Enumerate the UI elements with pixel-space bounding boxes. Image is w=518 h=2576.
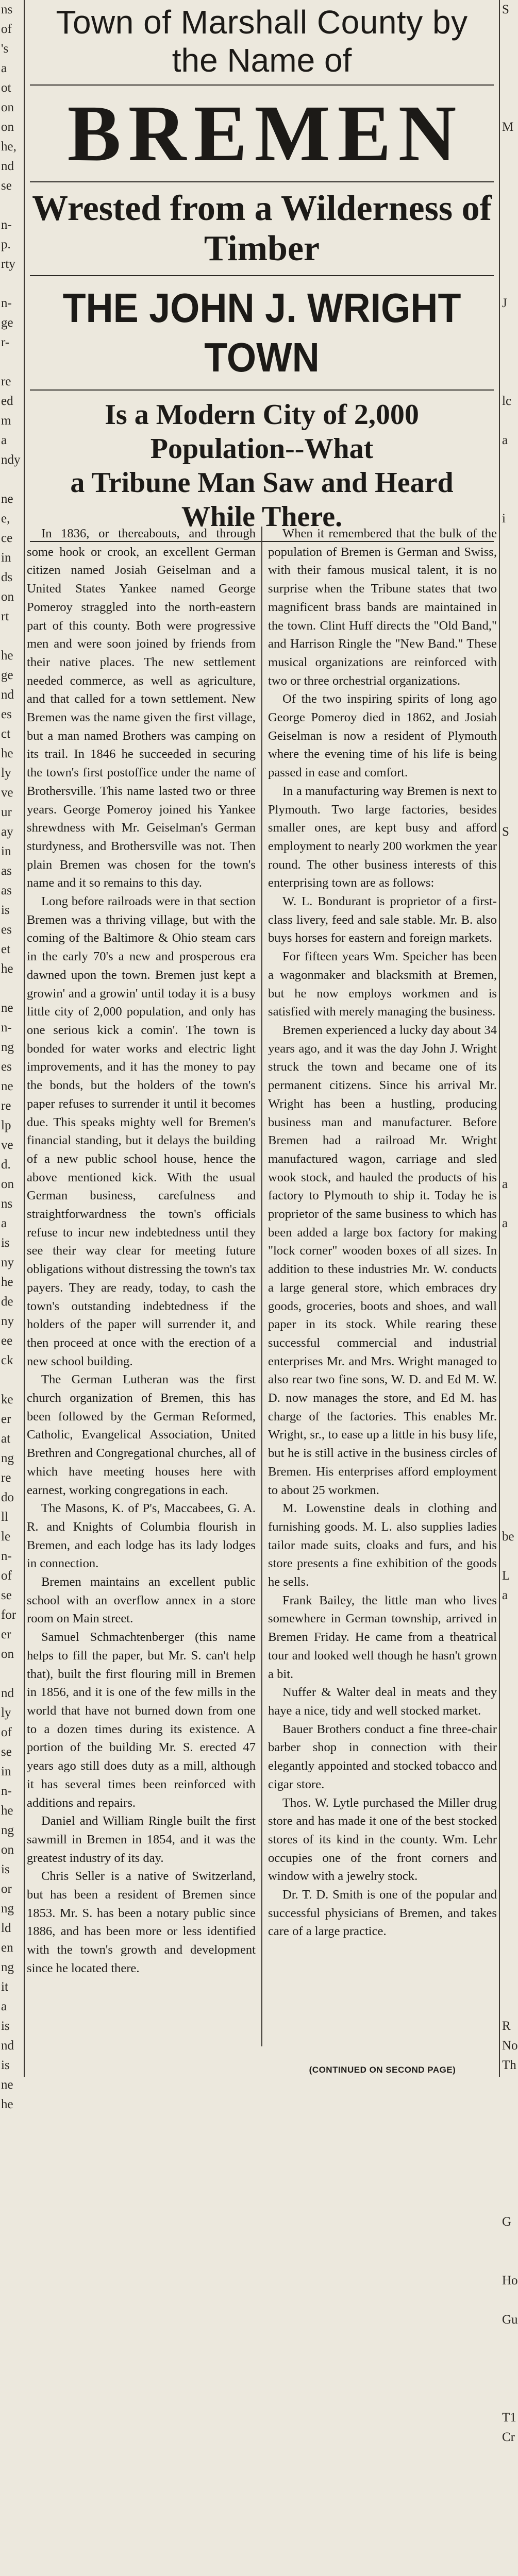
fragment-line: of — [1, 22, 12, 36]
divider-rule — [30, 275, 494, 276]
fragment-line: ny — [1, 1314, 14, 1328]
divider-rule — [30, 389, 494, 391]
fragment-line: on — [1, 1177, 14, 1191]
fragment-line: ll — [1, 1510, 8, 1524]
fragment-line — [500, 137, 515, 157]
fragment-line: a — [1, 61, 7, 75]
fragment-line: n- — [1, 1784, 12, 1798]
divider-rule — [30, 84, 494, 86]
fragment-line: a — [1, 1999, 7, 2013]
fragment-line — [500, 626, 515, 646]
fragment-line — [500, 1136, 515, 1155]
paragraph: Chris Seller is a native of Switzerland, but has been a resident of Bremen since 1853. Mr. S. has been a notary public since 1886, and has been more or less identified with the town's growth and development since he located there. — [27, 1869, 256, 1975]
fragment-line — [500, 274, 515, 294]
fragment-line: d. — [1, 1158, 11, 1172]
adjacent-column-left-fragment — [0, 0, 25, 2111]
fragment-line — [500, 2447, 515, 2467]
fragment-line — [500, 470, 515, 489]
fragment-line: a — [1, 1216, 7, 1230]
fragment-line — [500, 1782, 515, 1801]
deck-population-line-2: a Tribune Man Saw and Heard — [70, 467, 454, 499]
fragment-line — [500, 255, 515, 274]
fragment-line — [500, 2075, 515, 2095]
fragment-line — [500, 2506, 515, 2526]
deck-population-line-1: Is a Modern City of 2,000 Population--What — [105, 399, 419, 465]
fragment-line — [500, 1155, 515, 1175]
fragment-line: on — [1, 100, 14, 114]
divider-rule — [30, 181, 494, 182]
fragment-line — [500, 666, 515, 685]
paragraph: In 1836, or thereabouts, and through some hook or crook, an excellent German citizen named Josiah Geiselman and a United States Yankee named George Pomeroy straggled into the north-eastern part of this county. Both were progressive men and were soon joined by friends from their native places. The new settlement needed commerce, as well as agriculture, and that called for a town settlement. New Bremen was the name given the first village, but a man named Brothers was camping on its trail. In 1846 he succeeded in securing the town's first postoffice under the name of Brothersville. This name lasted two or three years. George Pomeroy joined his Yankee shrewdness with Mr. Geiselman's German sturdyness, and Brothersville was not. Then plain Bremen was chosen for the town's name and it so remains to this day. — [27, 527, 256, 890]
fragment-line: ve — [1, 1138, 13, 1152]
fragment-line: ge — [1, 668, 13, 682]
fragment-line: n- — [1, 1549, 12, 1563]
fragment-line: a — [502, 1216, 508, 1230]
fragment-line — [500, 685, 515, 705]
fragment-line — [500, 1860, 515, 1879]
fragment-line: ne — [1, 1079, 13, 1093]
fragment-line: r- — [1, 335, 10, 349]
fragment-line: S — [502, 3, 509, 16]
fragment-line — [500, 1018, 515, 1038]
fragment-line — [0, 470, 24, 489]
fragment-line — [500, 1292, 515, 1312]
fragment-line — [500, 235, 515, 255]
fragment-line: ve — [1, 786, 13, 800]
fragment-line — [500, 1625, 515, 1645]
fragment-line: re — [1, 1099, 11, 1113]
column-divider — [261, 527, 262, 2046]
fragment-line — [500, 2565, 515, 2576]
fragment-line — [500, 372, 515, 392]
fragment-line — [500, 59, 515, 78]
fragment-line — [500, 1194, 515, 1214]
fragment-line: Ho — [502, 2274, 518, 2287]
fragment-line — [500, 39, 515, 59]
fragment-line: L — [502, 1569, 510, 1583]
headline-line-1: Town of Marshall County by — [56, 4, 468, 41]
fragment-line: he — [1, 2097, 13, 2111]
paragraph: W. L. Bondurant is proprietor of a first-class livery, feed and sale stable. Mr. B. also buys horses for eastern and foreign markets. — [268, 894, 497, 945]
fragment-line — [500, 1116, 515, 1136]
fragment-line: re — [1, 1471, 11, 1485]
fragment-line — [500, 1801, 515, 1821]
paragraph: When it remembered that the bulk of the population of Bremen is German and Swiss, with their famous musical talent, it is no surprise when the Tribune states that two magnificent brass bands are maintained in the town. Clint Huff directs the "Old Band," and Harrison Ringle the "New Band." These musical organizations are reinforced with two or three orchestrial organizations. — [268, 527, 497, 688]
paragraph: Samuel Schmachtenberger (this name helps to fill the paper, but Mr. S. can't help that), built the first flouring mill in Bremen in 1856, and it is one of the few mills in the world that have not burned down from one to a dozen times during its existence. A portion of the building Mr. S. erected 47 years ago still does duty as a mill, although it has several times been reinforced with additions and repairs. — [27, 1630, 256, 1810]
fragment-line — [500, 1919, 515, 1938]
fragment-line: it — [1, 1980, 8, 1994]
fragment-line — [500, 568, 515, 587]
fragment-line: Th — [502, 2058, 516, 2072]
paragraph: M. Lowenstine deals in clothing and furnishing goods. M. L. also supplies ladies tailor made suits, cloaks and furs, and his store presents a fine exhibition of the goods he sells. — [268, 1501, 497, 1589]
fragment-line: in — [1, 844, 11, 858]
fragment-line — [500, 783, 515, 803]
paragraph: Long before railroads were in that section Bremen was a thriving village, but with the coming of the Baltimore & Ohio steam cars in the early 70's a new and prosperous era dawned upon the town. Bremen just kept a growin' and a growin' until today it is a busy little city of 2,000 population, and only has one serious kick a comin'. The town is bonded for water works and electric light improvements, and it has the money to pay the bonds, but the holders of the town's paper refuses to surrender it until it becomes due. This speaks mighty well for Bremen's financial standing, but it delays the building of a new public school house, hence the above mentioned kick. With the usual German business, carefulness and straightforwardness the town's officials refuse to incur new indebtedness until they see their way clear for meeting future obligations without distressing the town's tax payers. They are ready, today, to cash the town's outstanding indebtedness if the holders of the paper will surrender it, and then proceed at once with the erection of a new school building. — [27, 894, 256, 1368]
fragment-line: ly — [1, 1706, 11, 1720]
fragment-line — [500, 1879, 515, 1899]
fragment-line — [500, 2291, 515, 2310]
fragment-line — [500, 1449, 515, 1468]
fragment-line: Gu — [502, 2313, 518, 2327]
fragment-line — [500, 1057, 515, 1077]
deck-wilderness-line-1: Wrested from a Wilderness of — [32, 189, 492, 228]
fragment-line — [500, 1762, 515, 1782]
fragment-line: le — [1, 1530, 11, 1544]
fragment-line: ce — [1, 531, 13, 545]
fragment-line — [500, 1488, 515, 1507]
paragraph: Dr. T. D. Smith is one of the popular and successful physicians of Bremen, and takes care of a large practice. — [268, 1888, 497, 1939]
adjacent-column-right-fragment — [499, 0, 518, 2444]
fragment-line — [500, 1821, 515, 1840]
fragment-line: er — [1, 1412, 11, 1426]
fragment-line — [500, 587, 515, 607]
fragment-line: ne — [1, 1001, 13, 1015]
fragment-line — [500, 2114, 515, 2134]
fragment-line: ay — [1, 825, 13, 839]
article-columns — [27, 524, 497, 2075]
paragraph: Of the two inspiring spirits of long ago George Pomeroy died in 1862, and Josiah Geiselman is now a resident of Plymouth where the evening time of his life is being passed in ease and comfort. — [268, 692, 497, 780]
headline-block — [27, 3, 497, 542]
fragment-line: in — [1, 551, 11, 565]
fragment-line: ed — [1, 394, 13, 408]
fragment-line: on — [1, 590, 14, 604]
fragment-line: a — [502, 1588, 508, 1602]
fragment-line: J — [502, 296, 507, 310]
fragment-line: Cr — [502, 2430, 515, 2444]
fragment-line — [500, 450, 515, 470]
fragment-line — [500, 2154, 515, 2173]
fragment-line: p. — [1, 238, 11, 251]
fragment-line — [500, 1840, 515, 1860]
fragment-line — [500, 2232, 515, 2251]
fragment-line — [500, 1351, 515, 1370]
fragment-line: es — [1, 923, 12, 937]
fragment-line: ee — [1, 1334, 13, 1348]
paragraph: Bauer Brothers conduct a fine three-chair barber shop in connection with their elegantly appointed and stocked tobacco and cigar store. — [268, 1722, 497, 1791]
fragment-line: on — [1, 1647, 14, 1661]
fragment-line: et — [1, 942, 11, 956]
fragment-line — [0, 626, 24, 646]
fragment-line — [0, 1664, 24, 1684]
fragment-line: rt — [1, 609, 9, 623]
fragment-line — [500, 2545, 515, 2565]
deck-population — [27, 395, 497, 537]
fragment-line: is — [1, 1236, 10, 1250]
continued-note: (CONTINUED ON SECOND PAGE) — [309, 2065, 456, 2075]
fragment-line — [500, 1703, 515, 1723]
fragment-line — [500, 2095, 515, 2114]
fragment-line — [500, 1096, 515, 1116]
fragment-line: ns — [1, 1197, 13, 1211]
fragment-line: ny — [1, 1256, 14, 1269]
paragraph: Daniel and William Ringle built the first sawmill in Bremen in 1854, and it was the greatest industry of its day. — [27, 1814, 256, 1865]
fragment-line — [500, 1233, 515, 1253]
fragment-line — [500, 1958, 515, 1977]
fragment-line: lp — [1, 1118, 11, 1132]
fragment-line: be — [502, 1530, 514, 1544]
fragment-line — [500, 2330, 515, 2349]
fragment-line — [0, 1370, 24, 1390]
fragment-line: nd — [1, 159, 14, 173]
fragment-line: ne — [1, 492, 13, 506]
fragment-line: he — [1, 649, 13, 663]
fragment-line: R — [502, 2019, 511, 2033]
fragment-line — [500, 1038, 515, 1057]
fragment-line: ly — [1, 766, 11, 780]
fragment-line — [0, 274, 24, 294]
fragment-line — [500, 1370, 515, 1390]
fragment-line: rty — [1, 257, 15, 271]
fragment-line — [500, 176, 515, 196]
fragment-line: S — [502, 825, 509, 839]
deck-wilderness — [27, 187, 497, 271]
fragment-line — [500, 1312, 515, 1331]
fragment-line — [500, 764, 515, 783]
fragment-line: a — [502, 1177, 508, 1191]
paragraph: Thos. W. Lytle purchased the Miller drug store and has made it one of the best stocked stores of its kind in the county. Wm. Lehr occupies one of the front corners and window with a jewelry stock. — [268, 1795, 497, 1884]
fragment-line — [500, 861, 515, 881]
fragment-line — [500, 2251, 515, 2271]
fragment-line — [0, 979, 24, 998]
fragment-line — [500, 920, 515, 940]
paragraph: The Masons, K. of P's, Maccabees, G. A. R. and Knights of Columbia flourish in Bremen, and each lodge has its lady lodges in connection. — [27, 1501, 256, 1571]
fragment-line: at — [1, 1432, 11, 1446]
fragment-line — [500, 1723, 515, 1742]
fragment-line: is — [1, 1862, 10, 1876]
deck-wright-town: THE JOHN J. WRIGHT TOWN — [62, 285, 461, 380]
fragment-line: nd — [1, 1686, 14, 1700]
fragment-line — [500, 959, 515, 979]
fragment-line — [500, 998, 515, 1018]
fragment-line: ndy — [1, 453, 21, 467]
fragment-line — [500, 1468, 515, 1488]
paragraph: The German Lutheran was the first church organization of Bremen, this has been followed by the German Reformed, Catholic, Evangelical Association, United Brethren and Congregational churches, all of which have meeting houses here with earnest, working congregations in each. — [27, 1372, 256, 1497]
fragment-line — [500, 979, 515, 998]
fragment-line — [500, 313, 515, 333]
fragment-line: es — [1, 707, 12, 721]
fragment-line: re — [1, 375, 11, 388]
fragment-line: as — [1, 864, 12, 878]
fragment-line: for — [1, 1608, 16, 1622]
fragment-line: ot — [1, 81, 11, 95]
fragment-line: ct — [1, 727, 11, 741]
paragraph: Nuffer & Walter deal in meats and they haye a nice, tidy and well stocked market. — [268, 1685, 497, 1718]
fragment-line: he — [1, 962, 13, 976]
fragment-line — [500, 215, 515, 235]
fragment-line — [500, 1664, 515, 1684]
fragment-line: he — [1, 1275, 13, 1289]
fragment-line — [500, 2193, 515, 2212]
fragment-line: ng — [1, 1823, 14, 1837]
fragment-line — [500, 1547, 515, 1566]
fragment-line: er — [1, 1628, 11, 1641]
fragment-line — [500, 98, 515, 117]
paragraph: Bremen maintains an excellent public school with an overflow annex in a store room on Main street. — [27, 1575, 256, 1626]
fragment-line — [0, 352, 24, 372]
fragment-line: ng — [1, 1960, 14, 1974]
fragment-line: as — [1, 884, 12, 897]
fragment-line: en — [1, 1941, 13, 1955]
fragment-line — [0, 196, 24, 215]
fragment-line — [500, 940, 515, 959]
fragment-line — [500, 2486, 515, 2506]
fragment-line: is — [1, 2058, 10, 2072]
fragment-line: T1 — [502, 2411, 516, 2425]
fragment-line — [500, 2369, 515, 2388]
fragment-line — [500, 529, 515, 548]
fragment-line: M — [502, 120, 514, 134]
fragment-line: he — [1, 1804, 13, 1818]
fragment-line: ng — [1, 1902, 14, 1916]
fragment-line: on — [1, 120, 14, 134]
fragment-line: on — [1, 1843, 14, 1857]
fragment-line — [500, 1507, 515, 1527]
fragment-line — [500, 411, 515, 431]
fragment-line — [500, 1331, 515, 1351]
fragment-line: 's — [1, 42, 9, 56]
fragment-line: ng — [1, 1040, 14, 1054]
fragment-line — [500, 1429, 515, 1449]
fragment-line — [500, 1938, 515, 1958]
fragment-line — [500, 157, 515, 176]
fragment-line: n- — [1, 218, 12, 232]
fragment-line: e, — [1, 512, 10, 526]
headline-line-2: the Name of — [172, 42, 352, 79]
fragment-line — [500, 1684, 515, 1703]
fragment-line: is — [1, 2019, 10, 2033]
fragment-line: of — [1, 1725, 12, 1739]
fragment-line — [500, 1253, 515, 1273]
bremen-article — [27, 0, 497, 2077]
fragment-line — [500, 489, 515, 509]
fragment-line: ge — [1, 316, 13, 330]
fragment-line — [500, 1077, 515, 1096]
paragraph: In a manufacturing way Bremen is next to Plymouth. Two large factories, besides smaller ones, are kept busy and afford employment to nearly 200 workmen the year round. The other business interests of this enterprising town are as follows: — [268, 784, 497, 890]
fragment-line: ld — [1, 1921, 11, 1935]
fragment-line — [500, 2349, 515, 2369]
fragment-line — [500, 20, 515, 39]
fragment-line — [500, 1997, 515, 2016]
fragment-line: a — [502, 433, 508, 447]
fragment-line — [500, 1273, 515, 1292]
fragment-line: ng — [1, 1451, 14, 1465]
fragment-line — [500, 1645, 515, 1664]
fragment-line — [500, 352, 515, 372]
fragment-line — [500, 196, 515, 215]
fragment-line — [500, 2173, 515, 2193]
fragment-line: es — [1, 1060, 12, 1074]
fragment-line: se — [1, 1588, 12, 1602]
fragment-line — [500, 1742, 515, 1762]
fragment-line — [500, 607, 515, 626]
fragment-line: G — [502, 2215, 512, 2229]
fragment-line — [500, 2526, 515, 2545]
fragment-line — [500, 2388, 515, 2408]
fragment-line — [500, 744, 515, 764]
fragment-line — [500, 1899, 515, 1919]
fragment-line — [500, 78, 515, 98]
fragment-line: lc — [502, 394, 512, 408]
fragment-line: ur — [1, 805, 12, 819]
fragment-line: of — [1, 1569, 12, 1583]
right-text-column — [268, 524, 497, 2049]
fragment-line — [500, 1410, 515, 1429]
fragment-line: de — [1, 1295, 13, 1309]
fragment-line — [500, 901, 515, 920]
fragment-line: se — [1, 1745, 12, 1759]
fragment-line — [500, 548, 515, 568]
fragment-line: or — [1, 1882, 12, 1896]
fragment-line — [500, 705, 515, 724]
fragment-line: ne — [1, 2078, 13, 2092]
fragment-line: nd — [1, 688, 14, 702]
fragment-line: No — [502, 2039, 518, 2053]
fragment-line — [500, 646, 515, 666]
paragraph: Bremen experienced a lucky day about 34 years ago, and it was the day John J. Wright struck the town and became one of its permanent citizens. Since his arrival Mr. Wright has been a hustling, producing business man and manufacturer. Before Bremen had a railroad Mr. Wright manufactured wagon, carriage and sled wook stock, and hauled the products of his factory to Plymouth to ship it. Today he is proprietor of the same business to which has been added a large box factory for making "lock corner" wooden boxes of all sizes. In addition to these industries Mr. W. conducts a large general store, which embraces dry goods, groceries, boots and shoes, and wall paper in its stock. While rearing these successful commercial and industrial enterprises Mr. and Mrs. Wright managed to also rear two fine sons, W. D. and Ed M. W. D. now manages the store, and Ed M. has charge of the factories. This enables Mr. Wright, sr., to ease up a little in his busy life, but he is still active in the business circles of Bremen. His enterprises afford employment to about 25 workmen. — [268, 1023, 497, 1497]
fragment-line — [500, 1605, 515, 1625]
fragment-line: a — [1, 433, 7, 447]
deck-wilderness-line-2: Timber — [204, 229, 320, 268]
fragment-line: is — [1, 903, 10, 917]
fragment-line — [500, 803, 515, 822]
fragment-line — [500, 2134, 515, 2154]
town-name-banner: BREMEN — [67, 89, 464, 178]
fragment-line: ds — [1, 570, 13, 584]
fragment-line — [500, 881, 515, 901]
fragment-line — [500, 333, 515, 352]
fragment-line: he — [1, 747, 13, 760]
fragment-line: n- — [1, 1021, 12, 1035]
fragment-line: i — [502, 512, 506, 526]
fragment-line: ke — [1, 1393, 13, 1406]
left-text-column — [27, 524, 256, 2049]
fragment-line — [500, 1390, 515, 1410]
fragment-line: ns — [1, 3, 13, 16]
fragment-line: ck — [1, 1353, 13, 1367]
fragment-line: nd — [1, 2039, 14, 2053]
fragment-line — [500, 2467, 515, 2486]
deck-population-line-3: While There. — [181, 501, 343, 533]
fragment-line: m — [1, 414, 11, 428]
fragment-line — [500, 842, 515, 861]
fragment-line: n- — [1, 296, 12, 310]
paragraph: For fifteen years Wm. Speicher has been a wagonmaker and blacksmith at Bremen, but he now employs workmen and is satisfied with merely managing the business. — [268, 950, 497, 1019]
fragment-line — [500, 724, 515, 744]
paragraph: Frank Bailey, the little man who lives somewhere in German township, arrived in Bremen Friday. He came from a theatrical tour and looked well though he hasn't grown a bit. — [268, 1593, 497, 1681]
fragment-line: in — [1, 1765, 11, 1778]
fragment-line — [500, 1977, 515, 1997]
fragment-line: do — [1, 1490, 14, 1504]
fragment-line: se — [1, 179, 12, 193]
fragment-line: he, — [1, 140, 16, 154]
